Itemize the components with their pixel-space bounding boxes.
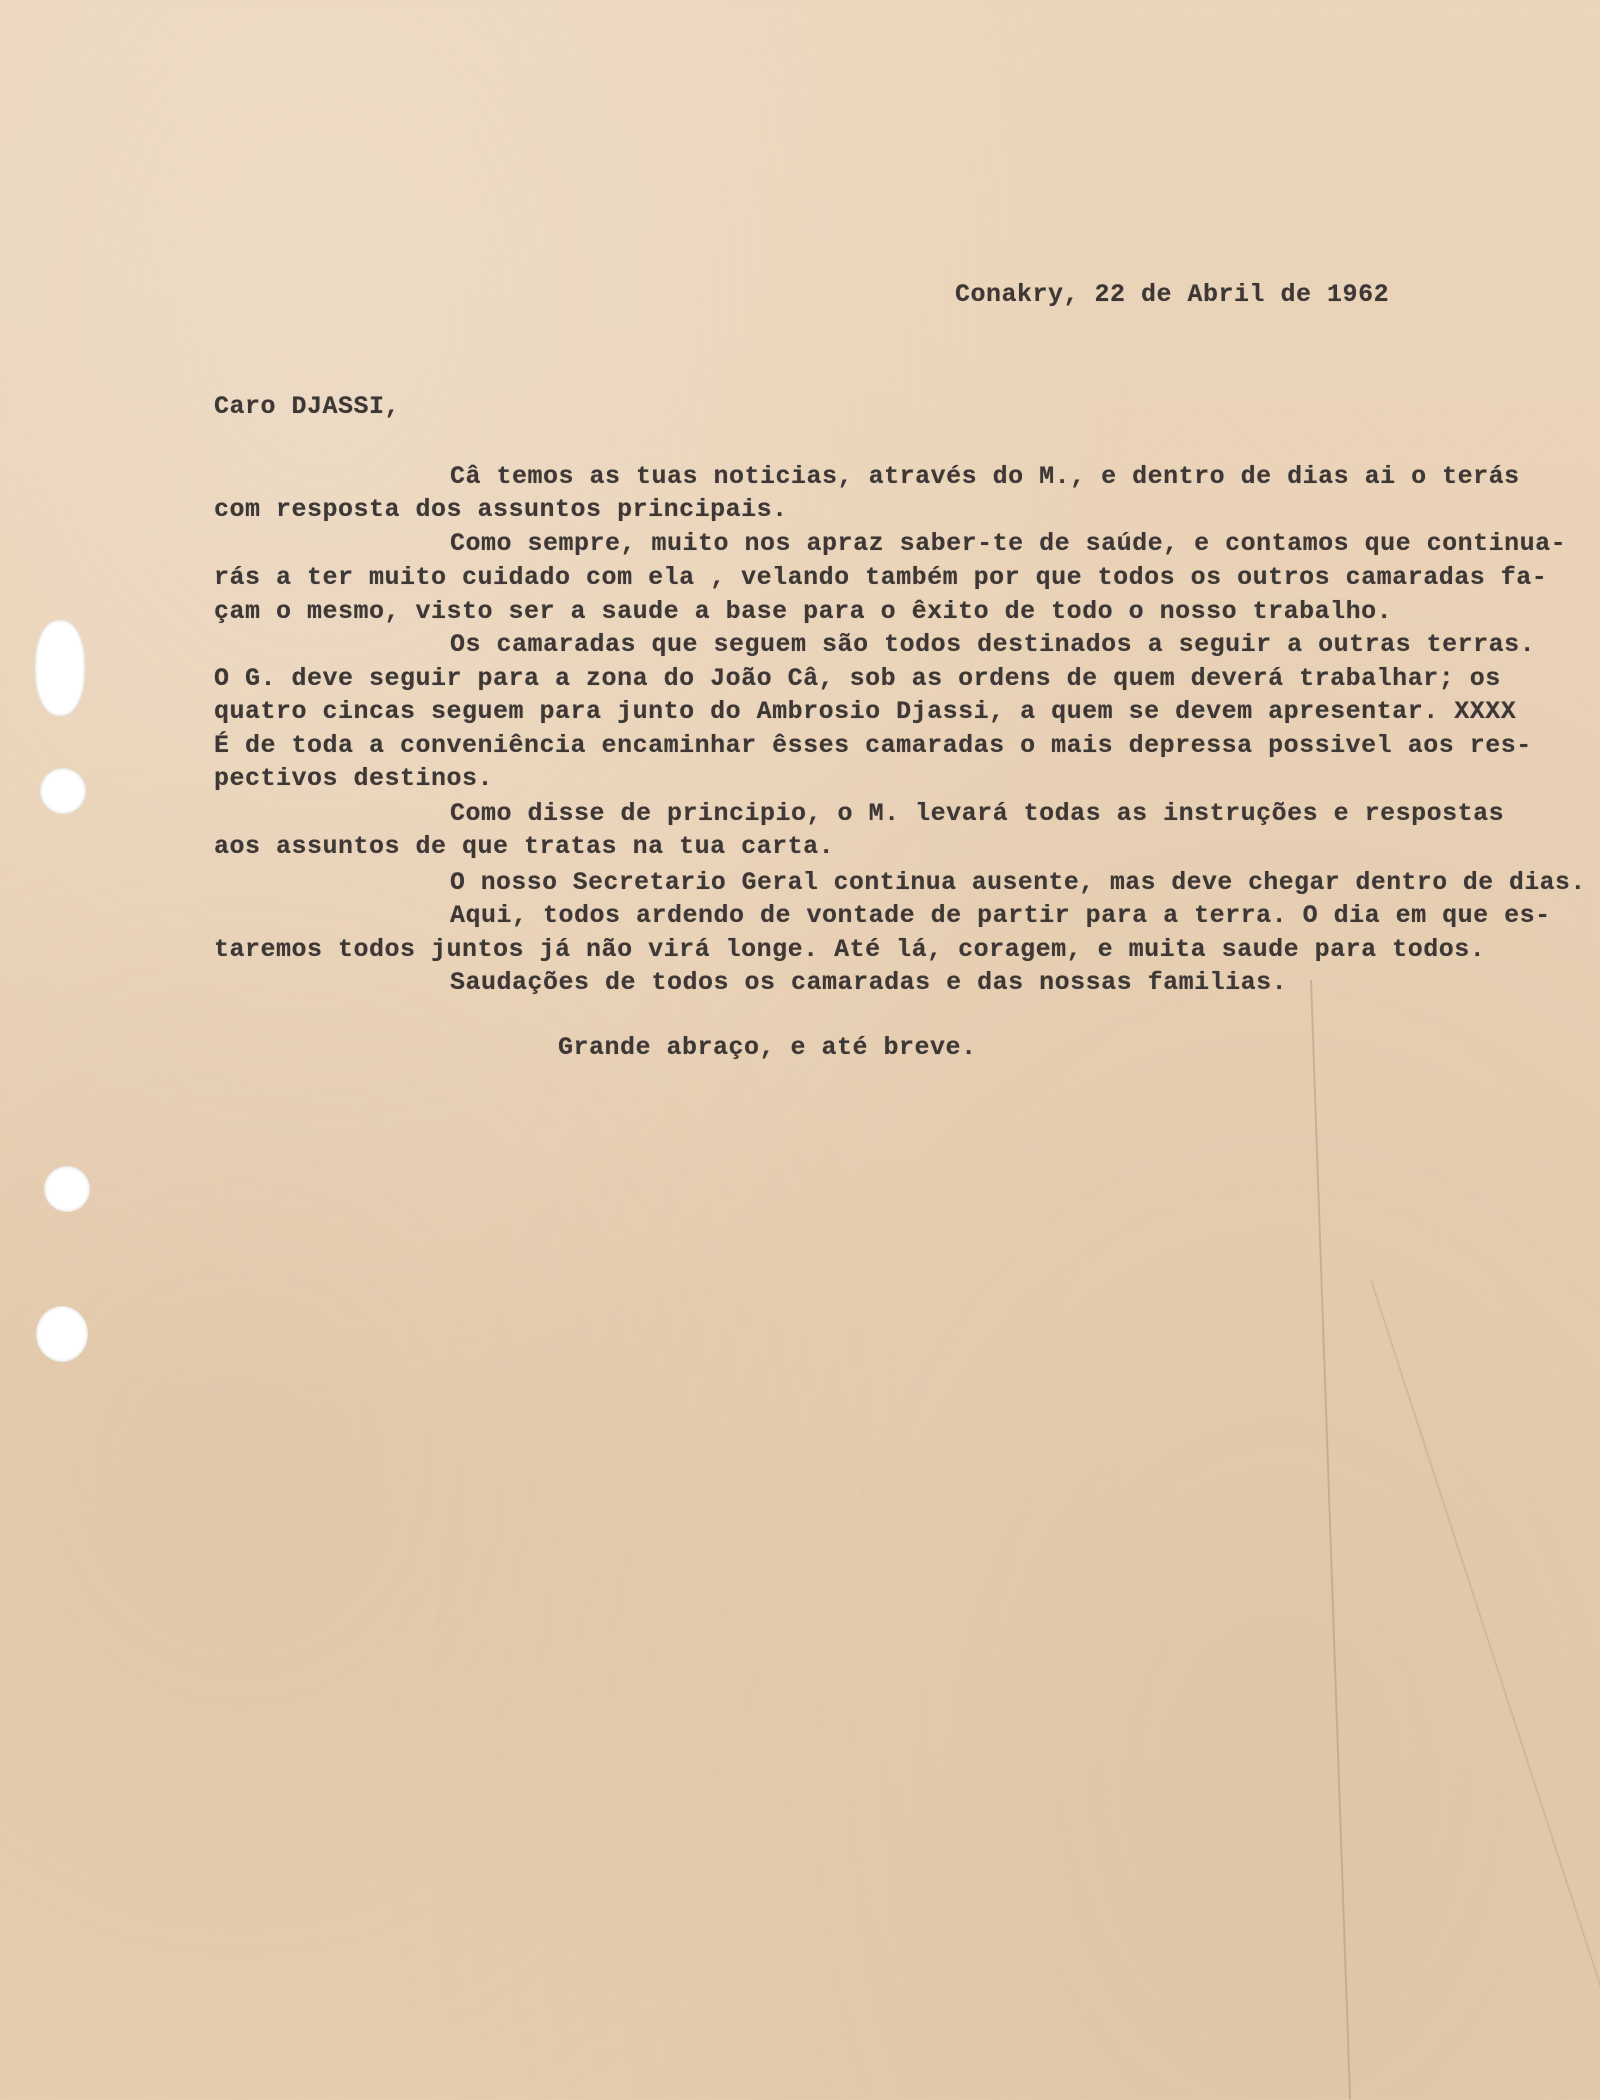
punch-hole [36, 1306, 88, 1362]
punch-hole [44, 1166, 90, 1212]
body-line: Câ temos as tuas noticias, através do M., e dentro de dias ai o terás [450, 462, 1520, 491]
body-line: quatro cincas seguem para junto do Ambrosio Djassi, a quem se devem apresentar. XXXX [214, 697, 1517, 726]
body-line: aos assuntos de que tratas na tua carta. [214, 832, 835, 861]
body-line: Como sempre, muito nos apraz saber-te de saúde, e contamos que continua- [450, 529, 1567, 558]
body-line: pectivos destinos. [214, 764, 494, 793]
punch-hole [40, 768, 86, 814]
body-line: çam o mesmo, visto ser a saude a base para o êxito de todo o nosso trabalho. [214, 597, 1393, 626]
dateline: Conakry, 22 de Abril de 1962 [955, 280, 1390, 309]
paper-crease [1370, 1279, 1600, 2002]
closing: Grande abraço, e até breve. [558, 1033, 977, 1062]
body-line: Como disse de principio, o M. levará todas as instruções e respostas [450, 799, 1505, 828]
body-line: É de toda a conveniência encaminhar êsses camaradas o mais depressa possivel aos res- [214, 731, 1532, 760]
body-line: O nosso Secretario Geral continua ausente, mas deve chegar dentro de dias. [450, 868, 1586, 897]
paper-crease [1310, 980, 1351, 2099]
punch-hole [35, 620, 85, 716]
body-line: taremos todos juntos já não virá longe. Até lá, coragem, e muita saude para todos. [214, 935, 1486, 964]
body-line: rás a ter muito cuidado com ela , velando também por que todos os outros camaradas fa- [214, 563, 1548, 592]
body-line: Saudações de todos os camaradas e das nossas familias. [450, 968, 1288, 997]
body-line: O G. deve seguir para a zona do João Câ, sob as ordens de quem deverá trabalhar; os [214, 664, 1501, 693]
body-line: com resposta dos assuntos principais. [214, 495, 788, 524]
salutation: Caro DJASSI, [214, 392, 401, 421]
body-line: Os camaradas que seguem são todos destinados a seguir a outras terras. [450, 630, 1536, 659]
body-line: Aqui, todos ardendo de vontade de partir para a terra. O dia em que es- [450, 901, 1551, 930]
